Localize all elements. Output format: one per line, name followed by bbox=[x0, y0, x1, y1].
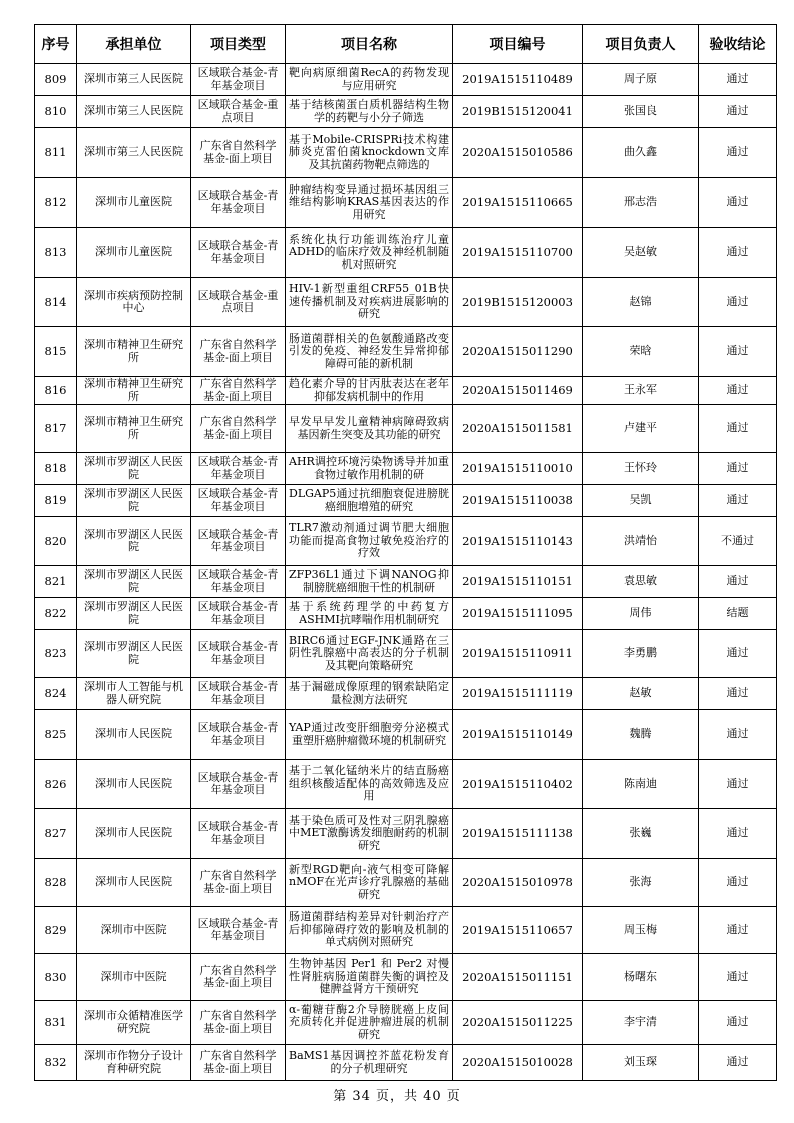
row-undertaking-unit: 深圳市精神卫生研究所 bbox=[77, 405, 191, 453]
row-project-code: 2019A1515110657 bbox=[453, 907, 583, 954]
row-project-leader: 王永军 bbox=[583, 377, 699, 405]
row-project-type: 广东省自然科学基金-面上项目 bbox=[191, 128, 286, 178]
row-project-name: 新型RGD靶向-液气相变可降解nMOF在光声诊疗乳腺癌的基础研究 bbox=[286, 859, 453, 907]
table-row bbox=[35, 598, 777, 630]
row-project-code: 2019A1515110402 bbox=[453, 760, 583, 809]
table-row bbox=[35, 760, 777, 809]
row-acceptance-result: 通过 bbox=[699, 178, 777, 228]
row-serial-number: 827 bbox=[35, 809, 77, 859]
row-acceptance-result: 通过 bbox=[699, 630, 777, 678]
header-project-name: 项目名称 bbox=[286, 25, 453, 64]
row-project-name: DLGAP5通过抗细胞衰促进膀胱癌细胞增殖的研究 bbox=[286, 485, 453, 517]
row-acceptance-result: 不通过 bbox=[699, 517, 777, 566]
row-project-code: 2019B1515120003 bbox=[453, 278, 583, 327]
row-undertaking-unit: 深圳市作物分子设计育种研究院 bbox=[77, 1045, 191, 1081]
table-row bbox=[35, 228, 777, 278]
row-project-code: 2020A1515010978 bbox=[453, 859, 583, 907]
row-undertaking-unit: 深圳市罗湖区人民医院 bbox=[77, 598, 191, 630]
row-acceptance-result: 结题 bbox=[699, 598, 777, 630]
row-undertaking-unit: 深圳市人民医院 bbox=[77, 809, 191, 859]
row-acceptance-result: 通过 bbox=[699, 760, 777, 809]
row-acceptance-result: 通过 bbox=[699, 907, 777, 954]
row-project-type: 区域联合基金-青年基金项目 bbox=[191, 228, 286, 278]
row-project-type: 区域联合基金-青年基金项目 bbox=[191, 566, 286, 598]
row-project-type: 区域联合基金-重点项目 bbox=[191, 96, 286, 128]
row-serial-number: 832 bbox=[35, 1045, 77, 1081]
row-serial-number: 826 bbox=[35, 760, 77, 809]
row-project-code: 2019B1515120041 bbox=[453, 96, 583, 128]
row-project-type: 区域联合基金-青年基金项目 bbox=[191, 178, 286, 228]
row-project-type: 区域联合基金-青年基金项目 bbox=[191, 485, 286, 517]
row-acceptance-result: 通过 bbox=[699, 678, 777, 710]
row-project-code: 2019A1515110038 bbox=[453, 485, 583, 517]
row-project-leader: 曲久鑫 bbox=[583, 128, 699, 178]
row-serial-number: 828 bbox=[35, 859, 77, 907]
row-project-name: 基于二氧化锰纳米片的结直肠癌组织核酸适配体的高效筛选及应用 bbox=[286, 760, 453, 809]
row-project-name: 基于结核菌蛋白质机器结构生物学的药靶与小分子筛选 bbox=[286, 96, 453, 128]
row-serial-number: 823 bbox=[35, 630, 77, 678]
table-row bbox=[35, 566, 777, 598]
row-project-name: 基于Mobile-CRISPRi技术构建肺炎克雷伯菌knockdown文库及其抗菌药物靶点筛选的 bbox=[286, 128, 453, 178]
row-project-name: 肠道菌群结构差异对针刺治疗产后抑郁障碍疗效的影响及机制的单式病例对照研究 bbox=[286, 907, 453, 954]
row-project-type: 广东省自然科学基金-面上项目 bbox=[191, 1045, 286, 1081]
row-undertaking-unit: 深圳市罗湖区人民医院 bbox=[77, 566, 191, 598]
row-acceptance-result: 通过 bbox=[699, 64, 777, 96]
row-undertaking-unit: 深圳市中医院 bbox=[77, 907, 191, 954]
row-acceptance-result: 通过 bbox=[699, 859, 777, 907]
row-acceptance-result: 通过 bbox=[699, 327, 777, 377]
row-project-name: BIRC6通过EGF-JNK通路在三阴性乳腺癌中高表达的分子机制及其靶向策略研究 bbox=[286, 630, 453, 678]
table-row bbox=[35, 954, 777, 1001]
table-row bbox=[35, 907, 777, 954]
row-serial-number: 818 bbox=[35, 453, 77, 485]
row-project-type: 区域联合基金-青年基金项目 bbox=[191, 760, 286, 809]
row-serial-number: 816 bbox=[35, 377, 77, 405]
table-row bbox=[35, 405, 777, 453]
row-project-type: 区域联合基金-青年基金项目 bbox=[191, 64, 286, 96]
row-serial-number: 811 bbox=[35, 128, 77, 178]
row-acceptance-result: 通过 bbox=[699, 1001, 777, 1045]
row-project-leader: 魏腾 bbox=[583, 710, 699, 760]
row-project-code: 2019A1515110010 bbox=[453, 453, 583, 485]
row-project-leader: 赵锦 bbox=[583, 278, 699, 327]
table-row bbox=[35, 630, 777, 678]
table-row bbox=[35, 678, 777, 710]
row-project-code: 2020A1515010586 bbox=[453, 128, 583, 178]
row-undertaking-unit: 深圳市疾病预防控制中心 bbox=[77, 278, 191, 327]
row-undertaking-unit: 深圳市罗湖区人民医院 bbox=[77, 485, 191, 517]
table-row bbox=[35, 485, 777, 517]
table-row bbox=[35, 859, 777, 907]
table-row bbox=[35, 64, 777, 96]
table-row bbox=[35, 710, 777, 760]
row-project-type: 区域联合基金-青年基金项目 bbox=[191, 907, 286, 954]
row-undertaking-unit: 深圳市罗湖区人民医院 bbox=[77, 453, 191, 485]
row-undertaking-unit: 深圳市人民医院 bbox=[77, 710, 191, 760]
row-project-leader: 陈南迪 bbox=[583, 760, 699, 809]
row-project-leader: 杨曙东 bbox=[583, 954, 699, 1001]
table-row bbox=[35, 278, 777, 327]
row-acceptance-result: 通过 bbox=[699, 278, 777, 327]
row-undertaking-unit: 深圳市中医院 bbox=[77, 954, 191, 1001]
row-project-name: α-葡糖苷酶2介导膀胱癌上皮间充质转化并促进肿瘤进展的机制研究 bbox=[286, 1001, 453, 1045]
row-project-type: 区域联合基金-青年基金项目 bbox=[191, 678, 286, 710]
row-project-type: 区域联合基金-青年基金项目 bbox=[191, 453, 286, 485]
row-project-name: 生物钟基因 Per1 和 Per2 对慢性肾脏病肠道菌群失衡的调控及健脾益肾方干预研究 bbox=[286, 954, 453, 1001]
row-serial-number: 814 bbox=[35, 278, 77, 327]
header-acceptance-result: 验收结论 bbox=[699, 25, 777, 64]
row-project-type: 广东省自然科学基金-面上项目 bbox=[191, 954, 286, 1001]
row-undertaking-unit: 深圳市精神卫生研究所 bbox=[77, 327, 191, 377]
row-project-code: 2019A1515110911 bbox=[453, 630, 583, 678]
row-project-leader: 吴赵敏 bbox=[583, 228, 699, 278]
header-project-code: 项目编号 bbox=[453, 25, 583, 64]
row-serial-number: 812 bbox=[35, 178, 77, 228]
row-serial-number: 810 bbox=[35, 96, 77, 128]
row-project-code: 2019A1515111119 bbox=[453, 678, 583, 710]
row-serial-number: 824 bbox=[35, 678, 77, 710]
row-project-name: 基于染色质可及性对三阴乳腺癌中MET激酶诱发细胞耐药的机制研究 bbox=[286, 809, 453, 859]
row-undertaking-unit: 深圳市众循精准医学研究院 bbox=[77, 1001, 191, 1045]
row-project-code: 2019A1515111095 bbox=[453, 598, 583, 630]
row-undertaking-unit: 深圳市罗湖区人民医院 bbox=[77, 517, 191, 566]
row-project-code: 2019A1515111138 bbox=[453, 809, 583, 859]
table-header-row bbox=[35, 25, 777, 64]
header-undertaking-unit: 承担单位 bbox=[77, 25, 191, 64]
row-acceptance-result: 通过 bbox=[699, 1045, 777, 1081]
row-project-code: 2019A1515110700 bbox=[453, 228, 583, 278]
row-serial-number: 821 bbox=[35, 566, 77, 598]
table-row bbox=[35, 96, 777, 128]
row-project-name: TLR7激动剂通过调节肥大细胞功能而提高食物过敏免疫治疗的疗效 bbox=[286, 517, 453, 566]
row-undertaking-unit: 深圳市人民医院 bbox=[77, 760, 191, 809]
table-row bbox=[35, 377, 777, 405]
row-acceptance-result: 通过 bbox=[699, 809, 777, 859]
row-project-leader: 周玉梅 bbox=[583, 907, 699, 954]
row-project-code: 2020A1515011151 bbox=[453, 954, 583, 1001]
row-undertaking-unit: 深圳市罗湖区人民医院 bbox=[77, 630, 191, 678]
row-project-type: 广东省自然科学基金-面上项目 bbox=[191, 405, 286, 453]
row-acceptance-result: 通过 bbox=[699, 377, 777, 405]
table-row bbox=[35, 327, 777, 377]
table-row bbox=[35, 1045, 777, 1081]
row-undertaking-unit: 深圳市儿童医院 bbox=[77, 178, 191, 228]
row-project-name: 肿瘤结构变异通过损坏基因组三维结构影响KRAS基因表达的作用研究 bbox=[286, 178, 453, 228]
row-acceptance-result: 通过 bbox=[699, 405, 777, 453]
row-undertaking-unit: 深圳市第三人民医院 bbox=[77, 128, 191, 178]
row-project-leader: 李勇鹏 bbox=[583, 630, 699, 678]
row-serial-number: 813 bbox=[35, 228, 77, 278]
row-serial-number: 822 bbox=[35, 598, 77, 630]
row-undertaking-unit: 深圳市第三人民医院 bbox=[77, 96, 191, 128]
row-acceptance-result: 通过 bbox=[699, 566, 777, 598]
row-undertaking-unit: 深圳市儿童医院 bbox=[77, 228, 191, 278]
page-footer: 第 34 页，共 40 页 bbox=[333, 1089, 461, 1104]
row-project-name: YAP通过改变肝细胞旁分泌模式重塑肝癌肿瘤微环境的机制研究 bbox=[286, 710, 453, 760]
row-undertaking-unit: 深圳市精神卫生研究所 bbox=[77, 377, 191, 405]
table-row bbox=[35, 1001, 777, 1045]
row-project-type: 广东省自然科学基金-面上项目 bbox=[191, 859, 286, 907]
row-project-leader: 荣晗 bbox=[583, 327, 699, 377]
row-project-code: 2020A1515010028 bbox=[453, 1045, 583, 1081]
row-project-leader: 袁思敏 bbox=[583, 566, 699, 598]
table-row bbox=[35, 517, 777, 566]
row-project-leader: 吴凯 bbox=[583, 485, 699, 517]
row-acceptance-result: 通过 bbox=[699, 954, 777, 1001]
row-serial-number: 819 bbox=[35, 485, 77, 517]
row-project-name: 早发早早发儿童精神病障碍致病基因新生突变及其功能的研究 bbox=[286, 405, 453, 453]
row-project-name: 系统化执行功能训练治疗儿童ADHD的临床疗效及神经机制随机对照研究 bbox=[286, 228, 453, 278]
header-serial-number: 序号 bbox=[35, 25, 77, 64]
row-project-leader: 邢志浩 bbox=[583, 178, 699, 228]
row-undertaking-unit: 深圳市人民医院 bbox=[77, 859, 191, 907]
row-undertaking-unit: 深圳市第三人民医院 bbox=[77, 64, 191, 96]
row-project-name: 基于漏磁成像原理的钢索缺陷定量检测方法研究 bbox=[286, 678, 453, 710]
row-serial-number: 830 bbox=[35, 954, 77, 1001]
row-project-code: 2020A1515011581 bbox=[453, 405, 583, 453]
row-project-type: 广东省自然科学基金-面上项目 bbox=[191, 1001, 286, 1045]
header-project-leader: 项目负责人 bbox=[583, 25, 699, 64]
row-project-code: 2020A1515011469 bbox=[453, 377, 583, 405]
row-serial-number: 815 bbox=[35, 327, 77, 377]
row-project-type: 区域联合基金-青年基金项目 bbox=[191, 598, 286, 630]
row-project-name: HIV-1新型重组CRF55_01B快速传播机制及对疾病进展影响的研究 bbox=[286, 278, 453, 327]
row-project-name: ZFP36L1通过下调NANOG抑制膀胱癌细胞干性的机制研 bbox=[286, 566, 453, 598]
row-project-leader: 张国良 bbox=[583, 96, 699, 128]
row-project-name: 靶向病原细菌RecA的药物发现与应用研究 bbox=[286, 64, 453, 96]
row-project-code: 2020A1515011290 bbox=[453, 327, 583, 377]
row-serial-number: 820 bbox=[35, 517, 77, 566]
table-row bbox=[35, 128, 777, 178]
row-project-leader: 李宇清 bbox=[583, 1001, 699, 1045]
row-project-code: 2020A1515011225 bbox=[453, 1001, 583, 1045]
row-project-type: 广东省自然科学基金-面上项目 bbox=[191, 377, 286, 405]
row-acceptance-result: 通过 bbox=[699, 228, 777, 278]
row-serial-number: 809 bbox=[35, 64, 77, 96]
row-project-type: 区域联合基金-青年基金项目 bbox=[191, 630, 286, 678]
row-serial-number: 825 bbox=[35, 710, 77, 760]
row-project-code: 2019A1515110665 bbox=[453, 178, 583, 228]
table-row bbox=[35, 178, 777, 228]
row-project-name: AHR调控环境污染物诱导并加重食物过敏作用机制的研 bbox=[286, 453, 453, 485]
table-row bbox=[35, 809, 777, 859]
row-acceptance-result: 通过 bbox=[699, 128, 777, 178]
row-project-leader: 洪靖怡 bbox=[583, 517, 699, 566]
row-acceptance-result: 通过 bbox=[699, 485, 777, 517]
row-project-type: 广东省自然科学基金-面上项目 bbox=[191, 327, 286, 377]
row-project-leader: 赵敏 bbox=[583, 678, 699, 710]
row-project-name: 基于系统药理学的中药复方ASHMI抗哮喘作用机制研究 bbox=[286, 598, 453, 630]
header-project-type: 项目类型 bbox=[191, 25, 286, 64]
row-acceptance-result: 通过 bbox=[699, 96, 777, 128]
row-project-leader: 卢建平 bbox=[583, 405, 699, 453]
row-project-leader: 周子原 bbox=[583, 64, 699, 96]
row-project-leader: 王怀玲 bbox=[583, 453, 699, 485]
row-serial-number: 817 bbox=[35, 405, 77, 453]
row-project-code: 2019A1515110489 bbox=[453, 64, 583, 96]
row-project-type: 区域联合基金-重点项目 bbox=[191, 278, 286, 327]
row-project-code: 2019A1515110151 bbox=[453, 566, 583, 598]
row-project-leader: 张海 bbox=[583, 859, 699, 907]
row-project-name: BaMS1基因调控芥蓝花粉发育的分子机理研究 bbox=[286, 1045, 453, 1081]
row-project-name: 肠道菌群相关的色氨酸通路改变引发的免疫、神经发生异常抑郁障碍可能的新机制 bbox=[286, 327, 453, 377]
row-project-type: 区域联合基金-青年基金项目 bbox=[191, 517, 286, 566]
row-project-leader: 刘玉琛 bbox=[583, 1045, 699, 1081]
row-acceptance-result: 通过 bbox=[699, 453, 777, 485]
row-undertaking-unit: 深圳市人工智能与机器人研究院 bbox=[77, 678, 191, 710]
row-acceptance-result: 通过 bbox=[699, 710, 777, 760]
row-project-leader: 周伟 bbox=[583, 598, 699, 630]
row-serial-number: 829 bbox=[35, 907, 77, 954]
row-project-code: 2019A1515110143 bbox=[453, 517, 583, 566]
row-project-type: 区域联合基金-青年基金项目 bbox=[191, 809, 286, 859]
table-row bbox=[35, 453, 777, 485]
row-project-type: 区域联合基金-青年基金项目 bbox=[191, 710, 286, 760]
row-project-leader: 张巍 bbox=[583, 809, 699, 859]
row-serial-number: 831 bbox=[35, 1001, 77, 1045]
row-project-name: 趋化素介导的甘丙肽表达在老年抑郁发病机制中的作用 bbox=[286, 377, 453, 405]
row-project-code: 2019A1515110149 bbox=[453, 710, 583, 760]
project-acceptance-table bbox=[34, 24, 777, 1081]
